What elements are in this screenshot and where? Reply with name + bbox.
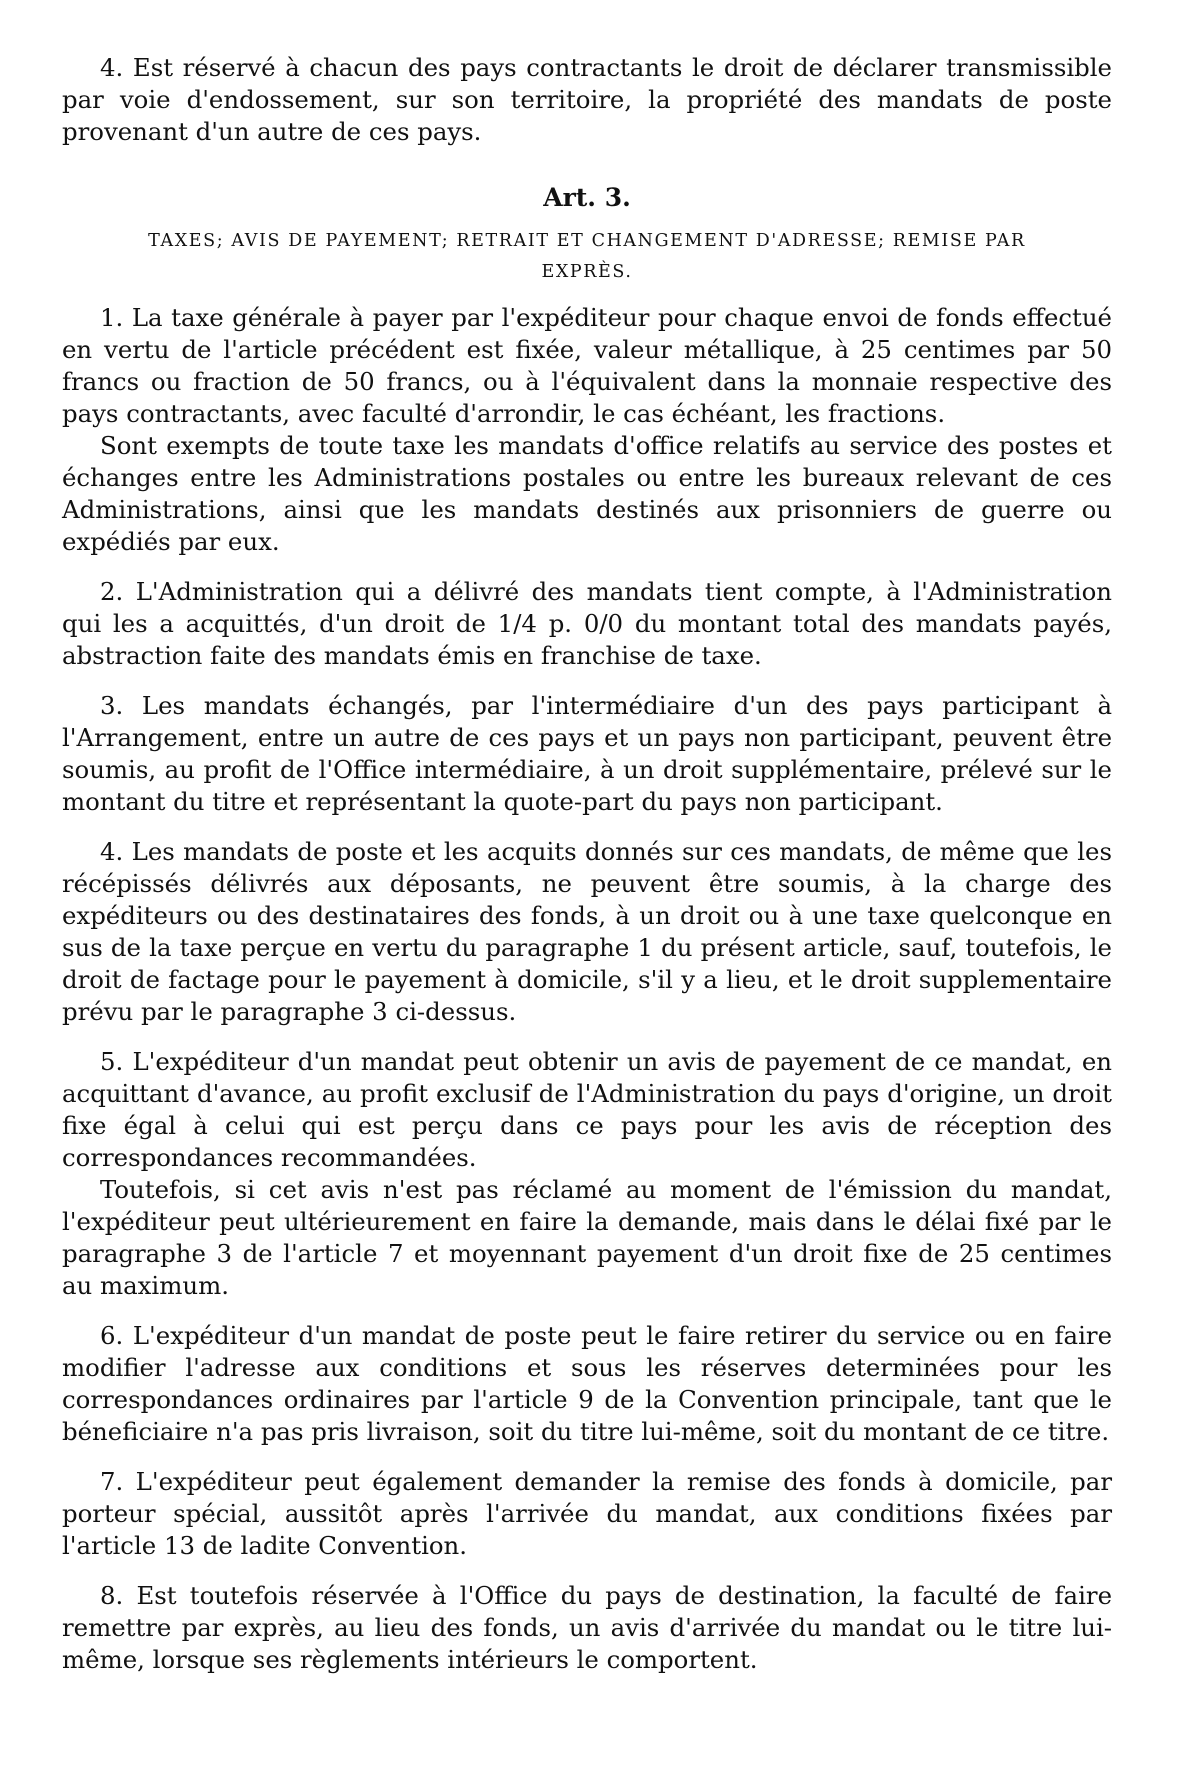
paragraph-art2-item4: 4. Est réservé à chacun des pays contractants le droit de déclarer transmissible par voie d'endossement, sur son territoire, la propriété des mandats de poste provenant d'un autre de ces pays.: [62, 53, 1112, 146]
paragraph-5: 5. L'expéditeur d'un mandat peut obtenir un avis de payement de ce mandat, en acquittant d'avance, au profit exclusif de l'Administration du pays d'origine, un droit fixe égal à celui qui est perçu dans ce pays pour les avis de réception des correspondances recommandées.: [62, 1047, 1112, 1172]
paragraph-6: 6. L'expéditeur d'un mandat de poste peut le faire retirer du service ou en faire modifier l'adresse aux conditions et sous les réserves determinées pour les correspondances ordinaires par l'article 9 de la Convention principale, tant que le béneficiaire n'a pas pris livraison, soit du titre lui-même, soit du montant de ce titre.: [62, 1321, 1112, 1446]
paragraph-1: 1. La taxe générale à payer par l'expéditeur pour chaque envoi de fonds effectué en vertu de l'article précédent est fixée, valeur métallique, à 25 centimes par 50 francs ou fraction de 50 francs, ou à l'équivalent dans la monnaie respective des pays contractants, avec faculté d'arrondir, le cas échéant, les fractions.: [62, 303, 1112, 428]
paragraph-4: 4. Les mandats de poste et les acquits donnés sur ces mandats, de même que les récépissés délivrés aux déposants, ne peuvent être soumis, à la charge des expéditeurs ou des destinataires des fonds, à un droit ou à une taxe quelconque en sus de la taxe perçue en vertu du paragraphe 1 du présent article, sauf, toutefois, le droit de factage pour le payement à domicile, s'il y a lieu, et le droit supplementaire prévu par le paragraphe 3 ci-dessus.: [62, 837, 1112, 1026]
paragraph-5-toutefois: Toutefois, si cet avis n'est pas réclamé au moment de l'émission du mandat, l'expéditeur peut ultérieurement en faire la demande, mais dans le délai fixé par le paragraphe 3 de l'article 7 et moyennant payement d'un droit fixe de 25 centimes au maximum.: [62, 1175, 1112, 1300]
paragraph-2: 2. L'Administration qui a délivré des mandats tient compte, à l'Administration qui les a acquittés, d'un droit de 1/4 p. 0/0 du montant total des mandats payés, abstraction faite des mandats émis en franchise de taxe.: [62, 577, 1112, 670]
document-page: [62, 52, 1112, 1676]
paragraph-8: 8. Est toutefois réservée à l'Office du pays de destination, la faculté de faire remettre par exprès, au lieu des fonds, un avis d'arrivée du mandat ou le titre lui-même, lorsque ses règlements intérieurs le comportent.: [62, 1581, 1112, 1674]
paragraph-1-exemptions: Sont exempts de toute taxe les mandats d'office relatifs au service des postes et échanges entre les Administrations postales ou entre les bureaux relevant de ces Administrations, ainsi que les mandats destinés aux prisonniers de guerre ou expédiés par eux.: [62, 431, 1112, 556]
article-title: Art. 3.: [543, 183, 631, 212]
article-subtitle: TAXES; AVIS DE PAYEMENT; RETRAIT ET CHANGEMENT D'ADRESSE; REMISE PAR EXPRÈS.: [148, 231, 1026, 282]
paragraph-3: 3. Les mandats échangés, par l'intermédiaire d'un des pays participant à l'Arrangement, entre un autre de ces pays et un pays non participant, peuvent être soumis, au profit de l'Office intermédiaire, à un droit supplémentaire, prélevé sur le montant du titre et représentant la quote-part du pays non participant.: [62, 691, 1112, 816]
paragraph-7: 7. L'expéditeur peut également demander la remise des fonds à domicile, par porteur spécial, aussitôt après l'arrivée du mandat, aux conditions fixées par l'article 13 de ladite Convention.: [62, 1467, 1112, 1560]
